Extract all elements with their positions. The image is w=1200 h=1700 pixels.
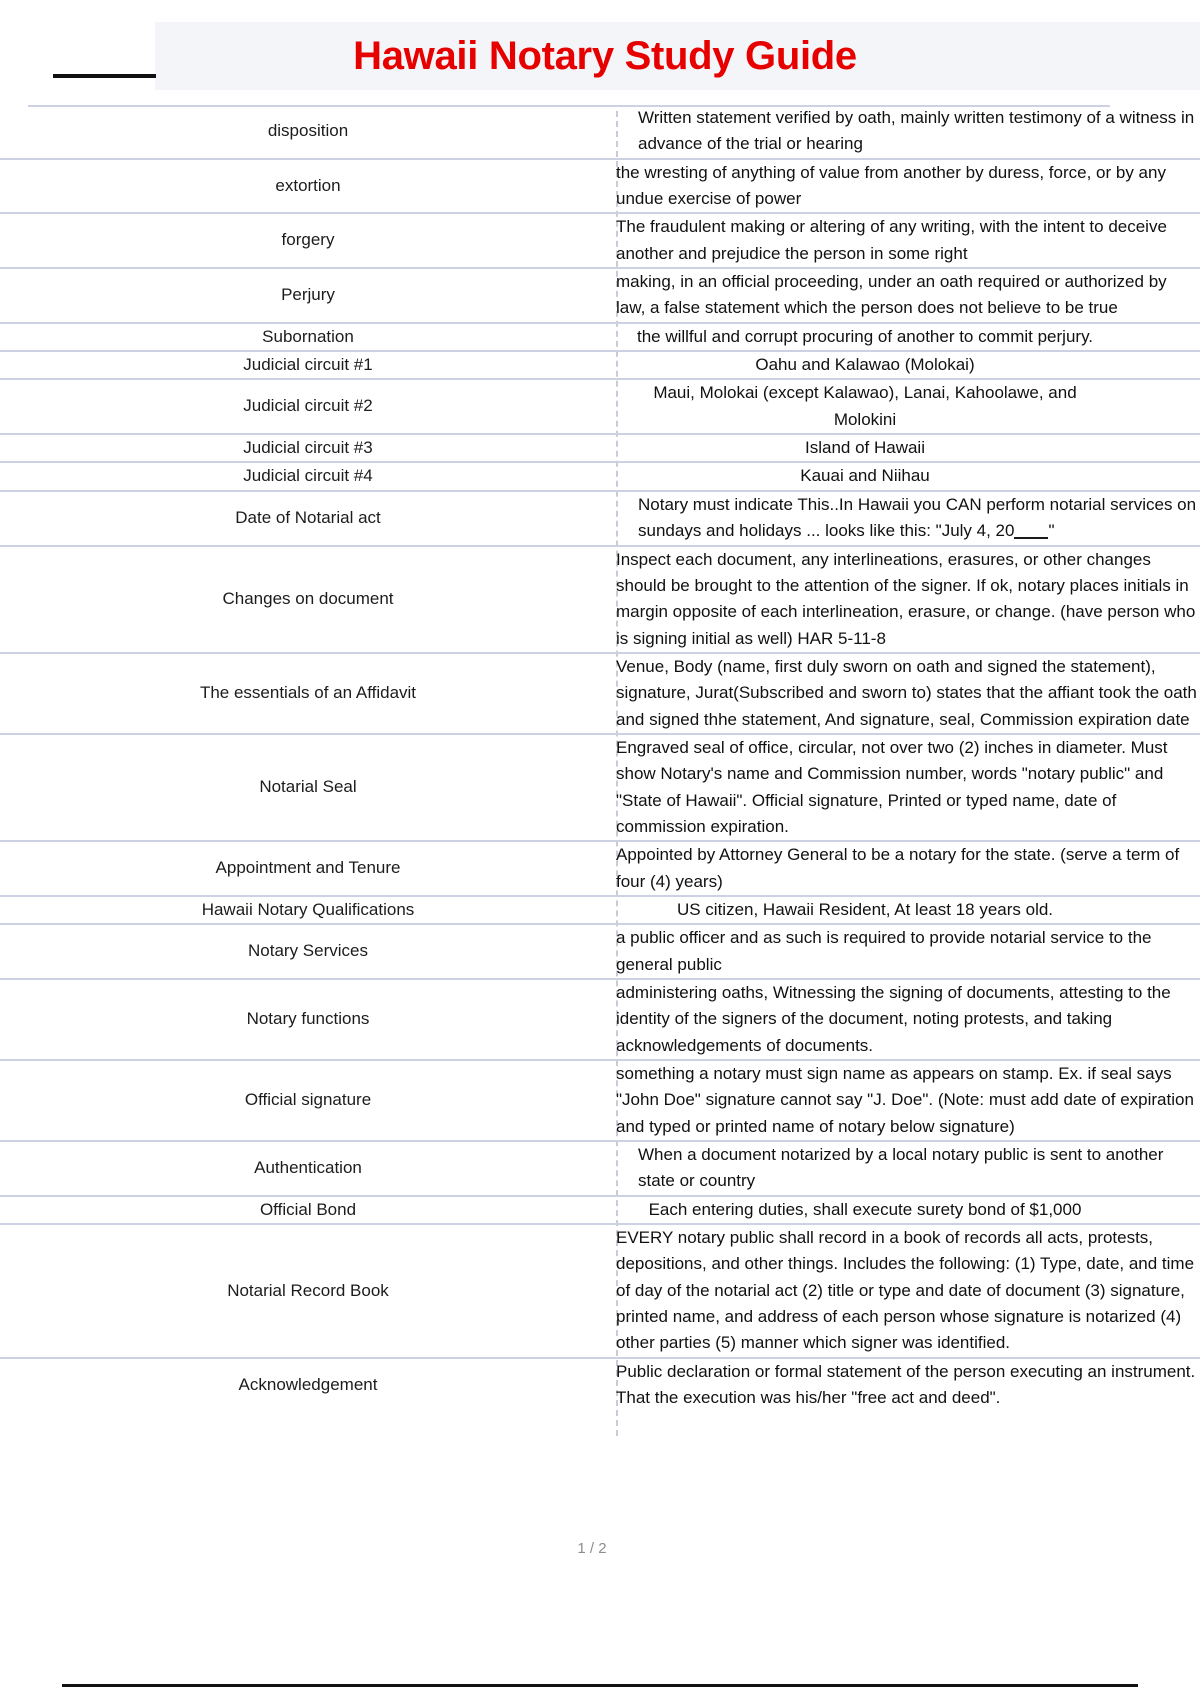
- term-cell: extortion: [0, 159, 616, 214]
- table-row: [0, 896, 1200, 924]
- definition-cell: Written statement verified by oath, mainly written testimony of a witness in advance of the trial or hearing: [616, 105, 1200, 159]
- term-cell: Appointment and Tenure: [0, 841, 616, 896]
- term-cell: Authentication: [0, 1141, 616, 1196]
- table-row: [0, 734, 1200, 841]
- term-cell: Official Bond: [0, 1196, 616, 1224]
- term-cell: Official signature: [0, 1060, 616, 1141]
- definition-cell: The fraudulent making or altering of any writing, with the intent to deceive another and prejudice the person in some right: [616, 213, 1200, 268]
- definition-cell: something a notary must sign name as appears on stamp. Ex. if seal says "John Doe" signature cannot say "J. Doe". (Note: must add date of expiration and typed or printed name of notary below signature): [616, 1060, 1200, 1141]
- table-row: [0, 379, 1200, 434]
- table-row: [0, 1141, 1200, 1196]
- term-cell: Perjury: [0, 268, 616, 323]
- fill-in-blank: [1014, 537, 1048, 539]
- definition-cell: making, in an official proceeding, under an oath required or authorized by law, a false statement which the person does not believe to be true: [616, 268, 1200, 323]
- page-title: Hawaii Notary Study Guide: [353, 33, 857, 78]
- term-cell: Notary Services: [0, 924, 616, 979]
- table-row: [0, 462, 1200, 490]
- definition-cell: Inspect each document, any interlineations, erasures, or other changes should be brought to the attention of the signer. If ok, notary places initials in margin opposite of each interlineation, erasure, or change. (have person who is signing initial as well) HAR 5-11-8: [616, 546, 1200, 653]
- definition-cell: Oahu and Kalawao (Molokai): [616, 351, 1200, 379]
- term-cell: Changes on document: [0, 546, 616, 653]
- header-left-rule: [53, 74, 156, 78]
- table-row: [0, 491, 1200, 546]
- term-cell: Judicial circuit #4: [0, 462, 616, 490]
- definition-cell: Appointed by Attorney General to be a notary for the state. (serve a term of four (4) years): [616, 841, 1200, 896]
- term-cell: Notarial Record Book: [0, 1224, 616, 1358]
- term-cell: Notary functions: [0, 979, 616, 1060]
- table-row: [0, 924, 1200, 979]
- definition-cell: [616, 491, 1200, 546]
- definition-cell: Venue, Body (name, first duly sworn on oath and signed the statement), signature, Jurat(Subscribed and sworn to) states that the affiant took the oath and signed thhe statement, And signature, seal, Commission expiration date: [616, 653, 1200, 734]
- term-cell: Hawaii Notary Qualifications: [0, 896, 616, 924]
- definition-cell: Island of Hawaii: [616, 434, 1200, 462]
- table-row: [0, 159, 1200, 214]
- definition-cell: Engraved seal of office, circular, not over two (2) inches in diameter. Must show Notary's name and Commission number, words "notary public" and "State of Hawaii". Official signature, Printed or typed name, date of commission expiration.: [616, 734, 1200, 841]
- table-row: [0, 1358, 1200, 1412]
- table-row: [0, 268, 1200, 323]
- term-cell: Judicial circuit #3: [0, 434, 616, 462]
- study-guide-table: [0, 105, 1200, 1412]
- table-row: [0, 1224, 1200, 1358]
- term-cell: forgery: [0, 213, 616, 268]
- definition-cell: Maui, Molokai (except Kalawao), Lanai, Kahoolawe, and Molokini: [616, 379, 1200, 434]
- table-row: [0, 434, 1200, 462]
- table-row: [0, 1196, 1200, 1224]
- table-row: [0, 323, 1200, 351]
- study-guide-table-wrapper: [0, 105, 1200, 1412]
- definition-cell: Public declaration or formal statement of the person executing an instrument. That the execution was his/her "free act and deed".: [616, 1361, 1196, 1408]
- definition-cell: US citizen, Hawaii Resident, At least 18 years old.: [616, 896, 1200, 924]
- table-row: [0, 979, 1200, 1060]
- page-number: 1 / 2: [577, 1540, 607, 1557]
- term-cell: Subornation: [0, 323, 616, 351]
- term-cell: The essentials of an Affidavit: [0, 653, 616, 734]
- definition-cell: a public officer and as such is required to provide notarial service to the general public: [616, 924, 1200, 979]
- table-row: [0, 653, 1200, 734]
- definition-cell: the wresting of anything of value from another by duress, force, or by any undue exercise of power: [616, 159, 1200, 214]
- term-cell: Judicial circuit #1: [0, 351, 616, 379]
- definition-cell: When a document notarized by a local notary public is sent to another state or country: [616, 1141, 1200, 1196]
- term-cell: Date of Notarial act: [0, 491, 616, 546]
- definition-text-part-1: Notary must indicate This..In Hawaii you CAN perform notarial services on sundays and holidays ... looks like this: "July 4, 20: [638, 494, 1197, 541]
- definition-cell: administering oaths, Witnessing the signing of documents, attesting to the identity of the signers of the document, noting protests, and taking acknowledgements of documents.: [616, 979, 1200, 1060]
- definition-cell: EVERY notary public shall record in a book of records all acts, protests, depositions, and other things. Includes the following: (1) Type, date, and time of day of the notarial act (2) title or type and date of document (3) signature, printed name, and address of each person whose signature is notarized (4) other parties (5) manner which signer was identified.: [616, 1224, 1200, 1358]
- term-cell: Notarial Seal: [0, 734, 616, 841]
- definition-cell: the willful and corrupt procuring of another to commit perjury.: [616, 323, 1200, 351]
- definition-cell: Kauai and Niihau: [616, 462, 1200, 490]
- table-row: [0, 213, 1200, 268]
- definition-cell: Each entering duties, shall execute surety bond of $1,000: [616, 1196, 1200, 1224]
- table-row: [0, 351, 1200, 379]
- table-row: [0, 105, 1200, 159]
- table-row: [0, 546, 1200, 653]
- table-row: [0, 841, 1200, 896]
- table-row: [0, 1060, 1200, 1141]
- term-cell: Acknowledgement: [238, 1374, 378, 1394]
- page-bottom-rule: [62, 1684, 1138, 1687]
- term-cell: disposition: [0, 105, 616, 159]
- document-header: [0, 22, 1200, 90]
- study-guide-table-body: [0, 105, 1200, 1412]
- definition-text-part-2: ": [1048, 521, 1055, 541]
- term-cell: Judicial circuit #2: [0, 379, 616, 434]
